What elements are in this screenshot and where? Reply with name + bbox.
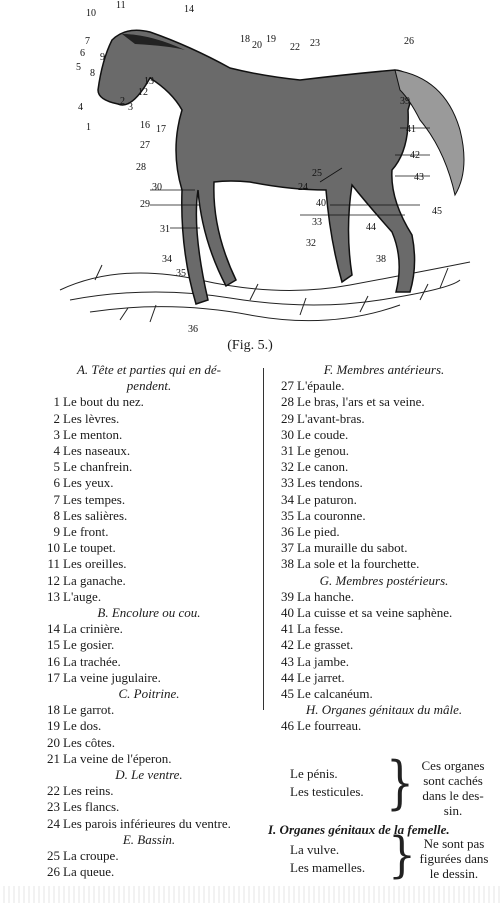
legend-item-label: Les tendons. bbox=[297, 475, 363, 491]
legend-item bbox=[272, 589, 496, 605]
legend-item-number: 1 bbox=[53, 394, 60, 410]
legend-item-number: 20 bbox=[47, 734, 60, 750]
legend-item bbox=[38, 427, 260, 443]
legend-item-number: 5 bbox=[53, 459, 60, 475]
legend-item bbox=[38, 735, 260, 751]
legend-item-number: 32 bbox=[281, 459, 294, 475]
legend-item bbox=[38, 556, 260, 572]
figure-callout: 32 bbox=[306, 238, 316, 249]
legend-item-number: 35 bbox=[281, 507, 294, 523]
figure-callout: 24 bbox=[298, 182, 308, 193]
legend-item-label: La couronne. bbox=[297, 507, 366, 523]
legend-item-label: Les lèvres. bbox=[63, 410, 120, 426]
section-title-i: I. Organes génitaux de la femelle. bbox=[268, 822, 450, 837]
figure-callout: 35 bbox=[176, 268, 186, 279]
legend-item-label: Les naseaux. bbox=[63, 443, 131, 459]
legend-item-number: 34 bbox=[281, 491, 294, 507]
legend-item bbox=[272, 394, 496, 410]
figure-callout: 23 bbox=[310, 38, 320, 49]
legend-item-label: La croupe. bbox=[63, 848, 119, 864]
figure-callout: 11 bbox=[116, 0, 126, 11]
legend-item-label: Le fourreau. bbox=[297, 718, 362, 734]
figure-callout: 34 bbox=[162, 254, 172, 265]
figure-callout: 42 bbox=[410, 150, 420, 161]
legend-item-number: 28 bbox=[281, 394, 294, 410]
legend-item-label: Le genou. bbox=[297, 443, 349, 459]
female-organ-item: Les mamelles. bbox=[290, 860, 366, 875]
legend-item bbox=[272, 718, 496, 734]
figure-callout: 8 bbox=[90, 68, 95, 79]
legend-item-label: Le coude. bbox=[297, 426, 349, 442]
legend-item-number: 12 bbox=[47, 572, 60, 588]
horse-illustration bbox=[0, 0, 500, 335]
column-divider bbox=[263, 368, 264, 710]
legend-item-number: 33 bbox=[281, 475, 294, 491]
legend-item-label: Les flancs. bbox=[63, 799, 120, 815]
figure-callout: 22 bbox=[290, 42, 300, 53]
legend-item bbox=[38, 702, 260, 718]
legend-item-label: Le jarret. bbox=[297, 669, 345, 685]
legend-item-label: La cuisse et sa veine saphène. bbox=[297, 605, 453, 621]
legend-item-label: Le menton. bbox=[63, 426, 123, 442]
legend-item bbox=[272, 492, 496, 508]
legend-item-label: Le front. bbox=[63, 524, 109, 540]
note-line: sin. bbox=[443, 803, 463, 818]
note-line: dans le des- bbox=[422, 788, 484, 803]
figure-callout: 6 bbox=[80, 48, 85, 59]
figure-callout: 33 bbox=[312, 217, 322, 228]
legend-item-label: La trachée. bbox=[63, 653, 121, 669]
legend-item-number: 27 bbox=[281, 378, 294, 394]
legend-item bbox=[38, 621, 260, 637]
note-line: le dessin. bbox=[429, 866, 479, 881]
legend-item-number: 8 bbox=[53, 507, 60, 523]
legend-item-number: 44 bbox=[281, 669, 294, 685]
legend-item-number: 4 bbox=[53, 443, 60, 459]
legend-item-label: La queue. bbox=[63, 864, 115, 880]
horse-body bbox=[98, 30, 464, 304]
figure-callout: 2 bbox=[120, 96, 125, 107]
legend-item bbox=[38, 864, 260, 880]
section-title: G. Membres postérieurs. bbox=[319, 572, 449, 588]
figure-callout: 9 bbox=[100, 52, 105, 63]
figure-callout: 4 bbox=[78, 102, 83, 113]
legend-item bbox=[272, 475, 496, 491]
figure-callout: 16 bbox=[140, 120, 150, 131]
male-organ-item: Les testicules. bbox=[290, 784, 364, 799]
legend-item bbox=[272, 605, 496, 621]
legend-item bbox=[38, 508, 260, 524]
legend-item bbox=[272, 459, 496, 475]
legend-item bbox=[38, 670, 260, 686]
legend-item-label: Le gosier. bbox=[63, 637, 115, 653]
legend-item-label: Le grasset. bbox=[297, 637, 354, 653]
legend-item bbox=[272, 654, 496, 670]
legend-item bbox=[38, 654, 260, 670]
legend-item bbox=[272, 443, 496, 459]
legend-item-number: 15 bbox=[47, 637, 60, 653]
legend-item bbox=[38, 751, 260, 767]
legend-item-label: Le chanfrein. bbox=[63, 459, 133, 475]
legend-item-label: Le paturon. bbox=[297, 491, 357, 507]
figure-callout: 27 bbox=[140, 140, 150, 151]
figure-callout: 45 bbox=[432, 206, 442, 217]
legend-item bbox=[272, 411, 496, 427]
note-line: sont cachés bbox=[423, 773, 483, 788]
brace-icon: } bbox=[388, 827, 416, 884]
legend-item-number: 6 bbox=[53, 475, 60, 491]
legend-item-number: 23 bbox=[47, 799, 60, 815]
legend-item bbox=[38, 799, 260, 815]
figure-callout: 28 bbox=[136, 162, 146, 173]
male-organs-note bbox=[408, 758, 498, 818]
figure-callout: 17 bbox=[156, 124, 166, 135]
figure-callout: 30 bbox=[152, 182, 162, 193]
legend-item-label: Le bout du nez. bbox=[63, 394, 144, 410]
legend-item-number: 14 bbox=[47, 621, 60, 637]
male-organs-group bbox=[290, 750, 496, 824]
legend-item bbox=[38, 540, 260, 556]
figure-callout: 26 bbox=[404, 36, 414, 47]
legend-item-number: 42 bbox=[281, 637, 294, 653]
legend-item-label: L'avant-bras. bbox=[297, 410, 365, 426]
legend-item bbox=[38, 394, 260, 410]
legend-item bbox=[272, 621, 496, 637]
section-title: H. Organes génitaux du mâle. bbox=[305, 702, 463, 718]
legend-item-label: Le garrot. bbox=[63, 702, 115, 718]
legend-item-number: 19 bbox=[47, 718, 60, 734]
figure-callout: 19 bbox=[266, 34, 276, 45]
section-title: E. Bassin. bbox=[122, 831, 176, 847]
legend-item-number: 17 bbox=[47, 669, 60, 685]
female-organs-note bbox=[410, 836, 498, 881]
legend-item-label: Le calcanéum. bbox=[297, 686, 373, 702]
legend-item-number: 45 bbox=[281, 686, 294, 702]
page-bleed-through bbox=[0, 886, 500, 903]
note-line: Ces organes bbox=[421, 758, 485, 773]
legend-item-number: 40 bbox=[281, 605, 294, 621]
legend-item bbox=[38, 443, 260, 459]
figure-caption: (Fig. 5.) bbox=[227, 338, 273, 353]
legend-item bbox=[38, 816, 260, 832]
legend-item bbox=[272, 508, 496, 524]
legend-item-label: Le toupet. bbox=[63, 540, 116, 556]
legend-item-number: 2 bbox=[53, 410, 60, 426]
legend-item-label: La hanche. bbox=[297, 588, 355, 604]
figure-callout: 43 bbox=[414, 172, 424, 183]
female-organ-item: La vulve. bbox=[290, 842, 340, 857]
legend-item-number: 16 bbox=[47, 653, 60, 669]
legend-item-label: Les tempes. bbox=[63, 491, 126, 507]
legend-item bbox=[272, 556, 496, 572]
legend-item bbox=[38, 492, 260, 508]
legend-item-label: Le pied. bbox=[297, 524, 340, 540]
legend-item-number: 22 bbox=[47, 783, 60, 799]
legend-item-label: L'auge. bbox=[63, 588, 102, 604]
legend-item-number: 21 bbox=[47, 750, 60, 766]
legend-item-number: 24 bbox=[47, 815, 60, 831]
legend-item bbox=[272, 686, 496, 702]
legend-item-label: Les parois inférieures du ventre. bbox=[63, 815, 231, 831]
legend-item-number: 3 bbox=[53, 426, 60, 442]
legend-item-number: 31 bbox=[281, 443, 294, 459]
legend-item-label: La sole et la fourchette. bbox=[297, 556, 420, 572]
figure-callout: 12 bbox=[138, 87, 148, 98]
legend-item-number: 18 bbox=[47, 702, 60, 718]
figure-callout: 29 bbox=[140, 199, 150, 210]
legend-item-label: Les yeux. bbox=[63, 475, 114, 491]
section-title: A. Tête et parties qui en dé- bbox=[76, 362, 222, 377]
legend-item-number: 29 bbox=[281, 410, 294, 426]
figure-callout: 7 bbox=[85, 36, 90, 47]
legend-item bbox=[38, 459, 260, 475]
section-title-continued: pendent. bbox=[126, 378, 172, 394]
legend-item bbox=[272, 378, 496, 394]
section-title: D. Le ventre. bbox=[115, 767, 183, 783]
legend-item-label: La veine jugulaire. bbox=[63, 669, 161, 685]
legend-item bbox=[38, 718, 260, 734]
legend-item bbox=[272, 540, 496, 556]
figure-callout: 38 bbox=[376, 254, 386, 265]
legend-item-label: Les reins. bbox=[63, 783, 114, 799]
legend-item-label: Les oreilles. bbox=[63, 556, 127, 572]
legend-item-label: Les côtes. bbox=[63, 734, 115, 750]
figure-callout: 3 bbox=[128, 102, 133, 113]
legend-item-number: 43 bbox=[281, 653, 294, 669]
legend-item bbox=[38, 573, 260, 589]
legend-item-label: Les salières. bbox=[63, 507, 128, 523]
legend-item-number: 7 bbox=[53, 491, 60, 507]
legend-item-number: 13 bbox=[47, 588, 60, 604]
brace-icon: } bbox=[386, 750, 414, 817]
section-title: F. Membres antérieurs. bbox=[323, 362, 445, 377]
figure-callout: 5 bbox=[76, 62, 81, 73]
note-line: Ne sont pas bbox=[423, 836, 485, 851]
legend-item bbox=[38, 589, 260, 605]
legend-item bbox=[38, 637, 260, 653]
figure-callout: 39 bbox=[400, 96, 410, 107]
legend-item-label: Le bras, l'ars et sa veine. bbox=[297, 394, 425, 410]
legend-item-number: 46 bbox=[281, 718, 294, 734]
legend-item-label: L'épaule. bbox=[297, 378, 345, 394]
section-title: B. Encolure ou cou. bbox=[97, 605, 201, 621]
legend-item bbox=[38, 524, 260, 540]
figure-callout: 36 bbox=[188, 324, 198, 335]
figure-callout: 20 bbox=[252, 40, 262, 51]
legend-item-label: Le canon. bbox=[297, 459, 349, 475]
legend-item-number: 11 bbox=[47, 556, 60, 572]
legend-item bbox=[38, 475, 260, 491]
figure-callout: 40 bbox=[316, 198, 326, 209]
figure-callout: 31 bbox=[160, 224, 170, 235]
figure-callout: 25 bbox=[312, 168, 322, 179]
figure-callout: 10 bbox=[86, 8, 96, 19]
male-organ-item: Le pénis. bbox=[290, 766, 338, 781]
legend-item-number: 10 bbox=[47, 540, 60, 556]
legend-item-label: La crinière. bbox=[63, 621, 123, 637]
legend-item bbox=[38, 848, 260, 864]
legend-item bbox=[272, 427, 496, 443]
section-title: C. Poitrine. bbox=[118, 686, 180, 702]
legend-item bbox=[272, 670, 496, 686]
legend-item-label: La jambe. bbox=[297, 653, 349, 669]
legend-column-right bbox=[272, 362, 496, 735]
legend-item-number: 30 bbox=[281, 426, 294, 442]
figure-callout: 18 bbox=[240, 34, 250, 45]
figure-callout: 41 bbox=[406, 124, 416, 135]
figure-callout: 1 bbox=[86, 122, 91, 133]
figure-callout: 14 bbox=[184, 4, 194, 15]
legend-item bbox=[38, 411, 260, 427]
legend-item-label: La ganache. bbox=[63, 572, 126, 588]
figure-callout: 44 bbox=[366, 222, 376, 233]
legend-item-label: La veine de l'éperon. bbox=[63, 750, 172, 766]
figure-callout: 13 bbox=[144, 76, 154, 87]
legend-item bbox=[272, 637, 496, 653]
legend-item bbox=[272, 524, 496, 540]
legend-item-number: 41 bbox=[281, 621, 294, 637]
legend-item-label: La muraille du sabot. bbox=[297, 540, 408, 556]
legend-item-label: La fesse. bbox=[297, 621, 344, 637]
legend-item bbox=[38, 783, 260, 799]
legend-item-number: 9 bbox=[53, 524, 60, 540]
note-line: figurées dans bbox=[419, 851, 489, 866]
legend-item-number: 39 bbox=[281, 588, 294, 604]
legend-column-left bbox=[38, 362, 260, 881]
legend-item-label: Le dos. bbox=[63, 718, 102, 734]
legend-item-number: 26 bbox=[47, 864, 60, 880]
legend-item-number: 37 bbox=[281, 540, 294, 556]
legend-item-number: 25 bbox=[47, 848, 60, 864]
legend-item-number: 38 bbox=[281, 556, 294, 572]
legend-item-number: 36 bbox=[281, 524, 294, 540]
